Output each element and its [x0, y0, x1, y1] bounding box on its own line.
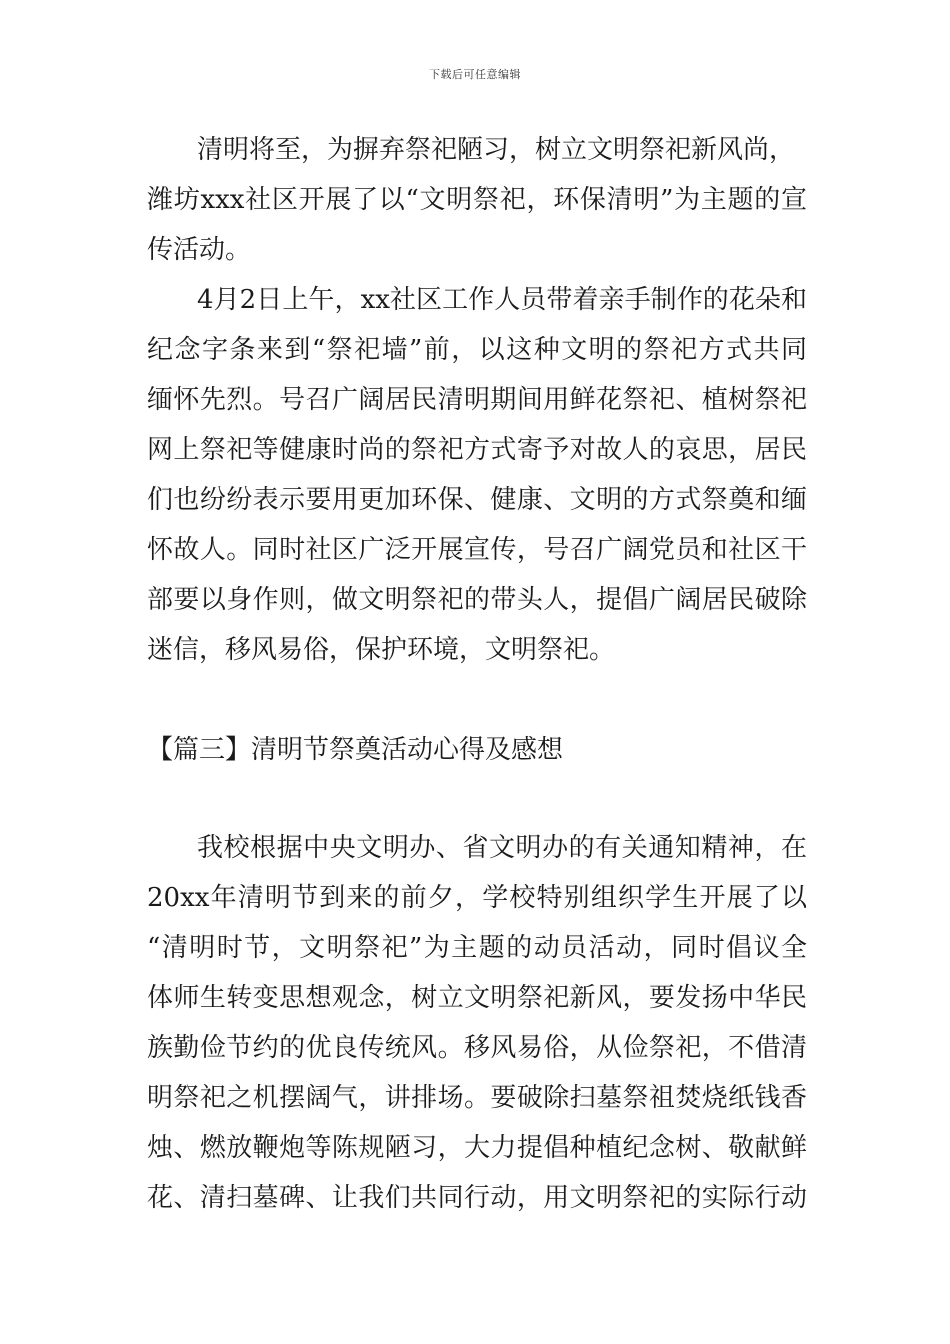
page-header-note: 下载后可任意编辑	[429, 68, 521, 81]
paragraph-2-line-3: 缅怀先烈。号召广阔居民清明期间用鲜花祭祀、植树祭祀	[147, 385, 807, 415]
paragraph-1-line-1: 清明将至，为摒弃祭祀陋习，树立文明祭祀新风尚，	[197, 135, 796, 165]
paragraph-2-line-2: 纪念字条来到“祭祀墙”前，以这种文明的祭祀方式共同	[147, 335, 807, 365]
section-heading: 【篇三】清明节祭奠活动心得及感想	[147, 735, 564, 765]
paragraph-2-line-4: 网上祭祀等健康时尚的祭祀方式寄予对故人的哀思，居民	[147, 435, 807, 465]
paragraph-3-line-1: 我校根据中央文明办、省文明办的有关通知精神，在	[197, 833, 807, 863]
paragraph-3-line-5: 族勤俭节约的优良传统风。移风易俗，从俭祭祀，不借清	[147, 1033, 807, 1063]
paragraph-3-line-7: 烛、燃放鞭炮等陈规陋习，大力提倡种植纪念树、敬献鲜	[147, 1133, 807, 1163]
paragraph-2-line-1: 4月2日上午，xx社区工作人员带着亲手制作的花朵和	[197, 285, 807, 315]
paragraph-1-line-3: 传活动。	[147, 235, 252, 265]
paragraph-2-line-5: 们也纷纷表示要用更加环保、健康、文明的方式祭奠和缅	[147, 485, 807, 515]
paragraph-3-line-3: “清明时节，文明祭祀”为主题的动员活动，同时倡议全	[147, 933, 807, 963]
paragraph-3-line-2: 20xx年清明节到来的前夕，学校特别组织学生开展了以	[147, 883, 807, 913]
paragraph-2-line-7: 部要以身作则，做文明祭祀的带头人，提倡广阔居民破除	[147, 585, 807, 615]
paragraph-1-line-2: 潍坊xxx社区开展了以“文明祭祀，环保清明”为主题的宣	[147, 185, 807, 215]
paragraph-3-line-4: 体师生转变思想观念，树立文明祭祀新风，要发扬中华民	[147, 983, 807, 1013]
paragraph-2-line-6: 怀故人。同时社区广泛开展宣传，号召广阔党员和社区干	[147, 535, 807, 565]
paragraph-3-line-6: 明祭祀之机摆阔气，讲排场。要破除扫墓祭祖焚烧纸钱香	[147, 1083, 807, 1113]
paragraph-2-line-8: 迷信，移风易俗，保护环境，文明祭祀。	[147, 635, 616, 665]
paragraph-3-line-8: 花、清扫墓碑、让我们共同行动，用文明祭祀的实际行动	[147, 1183, 807, 1213]
